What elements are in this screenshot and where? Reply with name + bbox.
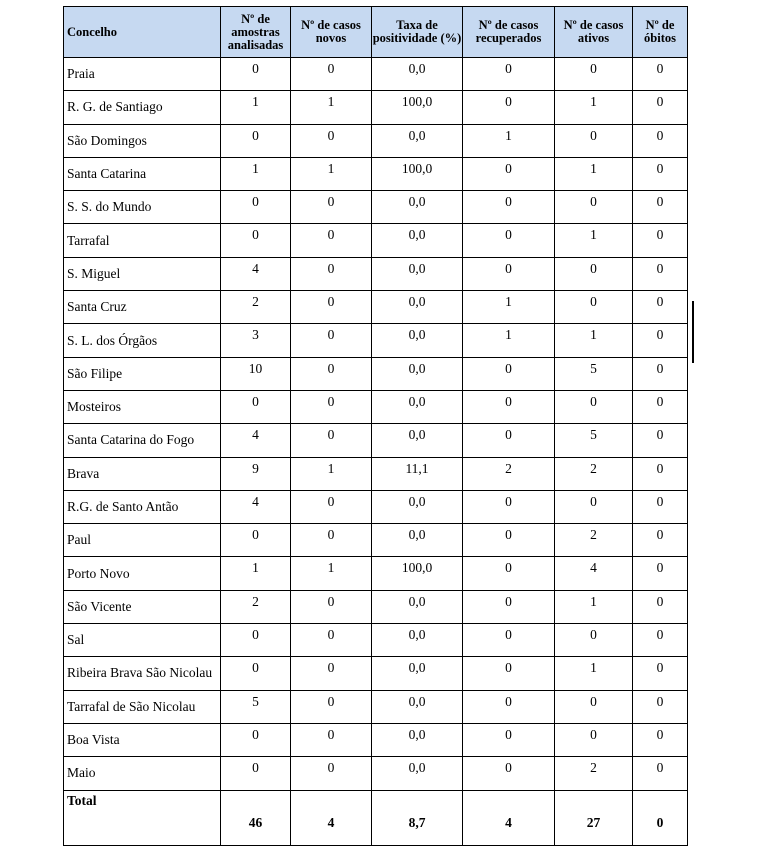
cell-amostras: 0	[221, 723, 291, 756]
total-obitos: 0	[633, 790, 688, 845]
cell-recuperados: 0	[463, 490, 555, 523]
cell-amostras: 10	[221, 357, 291, 390]
header-ativos: Nº de casos ativos	[555, 7, 633, 58]
cell-casos-novos: 0	[291, 424, 372, 457]
header-row	[64, 7, 688, 58]
cell-ativos: 2	[555, 524, 633, 557]
cell-amostras: 2	[221, 291, 291, 324]
cell-obitos: 0	[633, 390, 688, 423]
cell-amostras: 0	[221, 224, 291, 257]
cell-taxa: 0,0	[372, 257, 463, 290]
cell-amostras: 4	[221, 490, 291, 523]
cell-ativos: 0	[555, 690, 633, 723]
table-row	[64, 357, 688, 390]
cell-casos-novos: 0	[291, 624, 372, 657]
header-amostras: Nº de amostras analisadas	[221, 7, 291, 58]
cell-amostras: 1	[221, 557, 291, 590]
cell-concelho: Boa Vista	[64, 723, 221, 756]
cell-casos-novos: 0	[291, 723, 372, 756]
cell-casos-novos: 0	[291, 690, 372, 723]
table-row	[64, 590, 688, 623]
margin-bracket-line	[692, 301, 694, 363]
cell-obitos: 0	[633, 690, 688, 723]
cell-concelho: Porto Novo	[64, 557, 221, 590]
cell-casos-novos: 1	[291, 91, 372, 124]
cell-amostras: 0	[221, 191, 291, 224]
cell-obitos: 0	[633, 224, 688, 257]
cell-recuperados: 0	[463, 723, 555, 756]
cell-amostras: 0	[221, 390, 291, 423]
cell-concelho: São Vicente	[64, 590, 221, 623]
cell-taxa: 100,0	[372, 91, 463, 124]
total-recuperados: 4	[463, 790, 555, 845]
cell-recuperados: 0	[463, 557, 555, 590]
cell-recuperados: 0	[463, 590, 555, 623]
cell-ativos: 0	[555, 124, 633, 157]
table-row	[64, 424, 688, 457]
cell-taxa: 0,0	[372, 524, 463, 557]
cell-recuperados: 1	[463, 291, 555, 324]
cell-recuperados: 1	[463, 324, 555, 357]
cell-casos-novos: 0	[291, 590, 372, 623]
cell-obitos: 0	[633, 590, 688, 623]
cell-ativos: 2	[555, 457, 633, 490]
cell-ativos: 1	[555, 590, 633, 623]
table-row	[64, 390, 688, 423]
table-row	[64, 624, 688, 657]
cell-recuperados: 0	[463, 224, 555, 257]
cell-casos-novos: 0	[291, 357, 372, 390]
cell-obitos: 0	[633, 723, 688, 756]
cell-obitos: 0	[633, 524, 688, 557]
cell-concelho: S. L. dos Órgãos	[64, 324, 221, 357]
cell-obitos: 0	[633, 457, 688, 490]
total-ativos: 27	[555, 790, 633, 845]
cell-amostras: 4	[221, 424, 291, 457]
cell-taxa: 0,0	[372, 624, 463, 657]
cell-ativos: 0	[555, 624, 633, 657]
cell-taxa: 11,1	[372, 457, 463, 490]
table-row	[64, 524, 688, 557]
cell-casos-novos: 0	[291, 257, 372, 290]
table-row	[64, 257, 688, 290]
cell-amostras: 5	[221, 690, 291, 723]
cell-amostras: 0	[221, 124, 291, 157]
table-row	[64, 191, 688, 224]
cell-concelho: S. S. do Mundo	[64, 191, 221, 224]
cell-concelho: Santa Catarina	[64, 157, 221, 190]
cell-casos-novos: 1	[291, 557, 372, 590]
cell-ativos: 2	[555, 757, 633, 790]
cell-ativos: 5	[555, 357, 633, 390]
cell-ativos: 1	[555, 91, 633, 124]
table-row	[64, 224, 688, 257]
cell-amostras: 9	[221, 457, 291, 490]
table-row	[64, 157, 688, 190]
table-row	[64, 124, 688, 157]
cell-obitos: 0	[633, 191, 688, 224]
cell-obitos: 0	[633, 58, 688, 91]
cell-obitos: 0	[633, 557, 688, 590]
cell-taxa: 0,0	[372, 224, 463, 257]
header-casos-novos: Nº de casos novos	[291, 7, 372, 58]
cell-taxa: 0,0	[372, 390, 463, 423]
cell-concelho: São Filipe	[64, 357, 221, 390]
cell-recuperados: 0	[463, 58, 555, 91]
cell-obitos: 0	[633, 324, 688, 357]
cell-concelho: Sal	[64, 624, 221, 657]
cell-amostras: 0	[221, 757, 291, 790]
cell-recuperados: 0	[463, 657, 555, 690]
cell-obitos: 0	[633, 291, 688, 324]
table-row	[64, 91, 688, 124]
cell-taxa: 0,0	[372, 291, 463, 324]
cell-ativos: 0	[555, 291, 633, 324]
header-taxa-positividade: Taxa de positividade (%)	[372, 7, 463, 58]
table-row	[64, 457, 688, 490]
cell-casos-novos: 0	[291, 524, 372, 557]
cell-recuperados: 0	[463, 424, 555, 457]
cell-ativos: 4	[555, 557, 633, 590]
cell-amostras: 1	[221, 157, 291, 190]
cell-concelho: Santa Catarina do Fogo	[64, 424, 221, 457]
header-obitos: Nº de óbitos	[633, 7, 688, 58]
cell-obitos: 0	[633, 490, 688, 523]
cell-concelho: Mosteiros	[64, 390, 221, 423]
cell-casos-novos: 0	[291, 324, 372, 357]
cell-ativos: 0	[555, 390, 633, 423]
header-recuperados: Nº de casos recuperados	[463, 7, 555, 58]
cell-taxa: 0,0	[372, 590, 463, 623]
cell-ativos: 1	[555, 657, 633, 690]
cell-casos-novos: 0	[291, 757, 372, 790]
cell-taxa: 0,0	[372, 191, 463, 224]
table-row	[64, 490, 688, 523]
table-row	[64, 324, 688, 357]
cell-concelho: Paul	[64, 524, 221, 557]
cell-recuperados: 2	[463, 457, 555, 490]
cell-taxa: 0,0	[372, 324, 463, 357]
cell-ativos: 0	[555, 58, 633, 91]
cell-concelho: R. G. de Santiago	[64, 91, 221, 124]
cell-obitos: 0	[633, 91, 688, 124]
total-taxa: 8,7	[372, 790, 463, 845]
total-casos-novos: 4	[291, 790, 372, 845]
cell-obitos: 0	[633, 257, 688, 290]
cell-ativos: 0	[555, 191, 633, 224]
header-concelho: Concelho	[64, 7, 221, 58]
cell-amostras: 0	[221, 624, 291, 657]
cell-concelho: S. Miguel	[64, 257, 221, 290]
cell-recuperados: 0	[463, 624, 555, 657]
cell-amostras: 0	[221, 524, 291, 557]
cell-amostras: 0	[221, 58, 291, 91]
cell-casos-novos: 0	[291, 291, 372, 324]
cell-ativos: 1	[555, 224, 633, 257]
cell-taxa: 0,0	[372, 490, 463, 523]
cell-taxa: 0,0	[372, 690, 463, 723]
cell-ativos: 0	[555, 257, 633, 290]
cell-amostras: 3	[221, 324, 291, 357]
cell-ativos: 1	[555, 324, 633, 357]
cell-obitos: 0	[633, 157, 688, 190]
table-row	[64, 657, 688, 690]
cell-concelho: Ribeira Brava São Nicolau	[64, 657, 221, 690]
cell-concelho: Maio	[64, 757, 221, 790]
cell-obitos: 0	[633, 757, 688, 790]
table-row	[64, 757, 688, 790]
cell-taxa: 0,0	[372, 58, 463, 91]
cell-recuperados: 0	[463, 690, 555, 723]
cell-taxa: 0,0	[372, 424, 463, 457]
cell-obitos: 0	[633, 424, 688, 457]
cell-obitos: 0	[633, 624, 688, 657]
total-amostras: 46	[221, 790, 291, 845]
cell-taxa: 100,0	[372, 157, 463, 190]
cell-casos-novos: 0	[291, 58, 372, 91]
cell-taxa: 0,0	[372, 124, 463, 157]
cell-amostras: 4	[221, 257, 291, 290]
cell-amostras: 2	[221, 590, 291, 623]
cell-recuperados: 0	[463, 757, 555, 790]
cell-taxa: 0,0	[372, 757, 463, 790]
table-row	[64, 557, 688, 590]
total-concelho: Total	[64, 790, 221, 845]
cell-recuperados: 0	[463, 257, 555, 290]
cell-obitos: 0	[633, 657, 688, 690]
cell-casos-novos: 0	[291, 224, 372, 257]
cell-ativos: 5	[555, 424, 633, 457]
cell-ativos: 1	[555, 157, 633, 190]
table-row	[64, 690, 688, 723]
cell-ativos: 0	[555, 723, 633, 756]
table-row	[64, 723, 688, 756]
cell-recuperados: 0	[463, 357, 555, 390]
covid-cases-table	[63, 6, 688, 846]
cell-casos-novos: 0	[291, 490, 372, 523]
cell-concelho: R.G. de Santo Antão	[64, 490, 221, 523]
cell-taxa: 0,0	[372, 657, 463, 690]
cell-amostras: 0	[221, 657, 291, 690]
cell-recuperados: 0	[463, 191, 555, 224]
cell-taxa: 100,0	[372, 557, 463, 590]
cell-recuperados: 0	[463, 524, 555, 557]
cell-recuperados: 0	[463, 157, 555, 190]
cell-casos-novos: 1	[291, 457, 372, 490]
cell-recuperados: 0	[463, 91, 555, 124]
cell-obitos: 0	[633, 124, 688, 157]
cell-concelho: Brava	[64, 457, 221, 490]
cell-casos-novos: 0	[291, 124, 372, 157]
cell-amostras: 1	[221, 91, 291, 124]
cell-taxa: 0,0	[372, 357, 463, 390]
cell-recuperados: 0	[463, 390, 555, 423]
cell-ativos: 0	[555, 490, 633, 523]
cell-concelho: Praia	[64, 58, 221, 91]
cell-concelho: São Domingos	[64, 124, 221, 157]
cell-casos-novos: 0	[291, 191, 372, 224]
cell-recuperados: 1	[463, 124, 555, 157]
cell-concelho: Santa Cruz	[64, 291, 221, 324]
cell-obitos: 0	[633, 357, 688, 390]
cell-taxa: 0,0	[372, 723, 463, 756]
total-row	[64, 790, 688, 845]
cell-concelho: Tarrafal	[64, 224, 221, 257]
table-row	[64, 291, 688, 324]
cell-casos-novos: 1	[291, 157, 372, 190]
cell-casos-novos: 0	[291, 657, 372, 690]
table-row	[64, 58, 688, 91]
cell-concelho: Tarrafal de São Nicolau	[64, 690, 221, 723]
cell-casos-novos: 0	[291, 390, 372, 423]
